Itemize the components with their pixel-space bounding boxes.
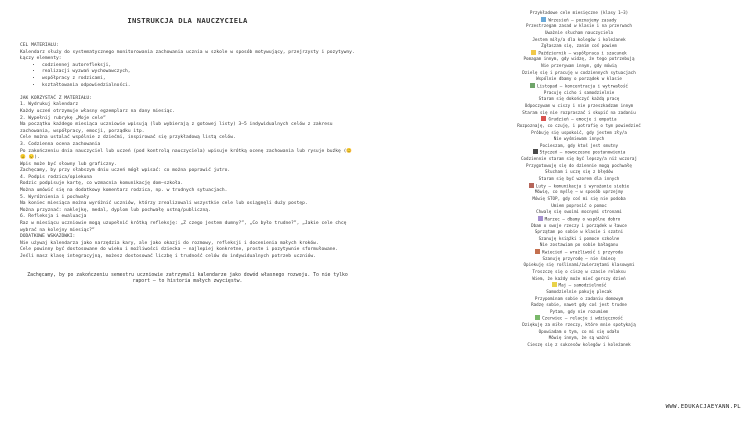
goal-text: Zgłaszam się, zanim coś powiem	[541, 43, 617, 49]
bullet-item: • współpracy z rodzicami,	[42, 76, 355, 83]
intro-section	[20, 43, 355, 63]
instruction-line: 3. Codzienna ocena zachowania	[20, 141, 101, 147]
instruction-line: Wpis może być słowny lub graficzny.	[20, 161, 117, 167]
goal-text: Marzec – dbamy o wspólne dobro	[544, 216, 621, 222]
goal-line	[455, 110, 703, 117]
goal-text: Mówię innym, że są ważni	[548, 335, 610, 341]
goal-line	[455, 236, 703, 243]
instruction-line: 4. Podpis rodzica/opiekuna	[20, 174, 92, 180]
goal-line	[455, 269, 703, 276]
goal-line	[455, 196, 703, 203]
month-heading	[455, 282, 703, 289]
goal-text: Jestem miły/a dla kolegów i koleżanek	[532, 36, 626, 42]
goal-text: Sprzątam po sobie w klasie i szatni	[534, 229, 624, 235]
goal-line	[455, 296, 703, 303]
instruction-line: Można przyznać: naklejkę, medal, dyplom lub pochwałę ustną/publiczną.	[20, 207, 211, 213]
goal-text: Wiem, że każdy może mieć gorszy dzień	[532, 275, 626, 281]
month-heading	[455, 17, 703, 24]
intro-paragraph: Łączy elementy:	[20, 56, 62, 62]
goal-line	[455, 276, 703, 283]
goal-text: Pocieszam, gdy ktoś jest smutny	[539, 142, 619, 148]
goal-text: Listopad – koncentracja i wytrwałość	[537, 83, 628, 89]
goal-text: Opowiadam o tym, co mi się udało	[538, 328, 620, 334]
goal-text: Nie przerywam innym, gdy mówią	[541, 63, 617, 69]
goal-line	[455, 229, 703, 236]
goal-text: Dzielę się i pracuję w codziennych sytuacjach	[522, 69, 636, 75]
instruction-line: Jeśli masz klasę integracyjną, możesz dostosować liczbę i trudność celów do indywidualnych potrzeb uczniów.	[20, 254, 316, 259]
goal-text: Nie wyśmiewam innych	[553, 136, 605, 142]
month-heading	[455, 50, 703, 57]
goal-line	[455, 169, 703, 176]
goal-text: Szanuję przyrodę – nie śmiecę	[542, 255, 616, 261]
intro-paragraph: Kalendarz służy do systematycznego monitorowania zachowania ucznia w szkole w sposób motywujący, przejrzysty i pozytywny.	[20, 49, 355, 55]
bullet-item: • kształtowania odpowiedzialności.	[42, 83, 355, 90]
goal-text: Kwiecień – wrażliwość i przyroda	[542, 249, 623, 255]
goal-line	[455, 289, 703, 296]
goal-line	[455, 76, 703, 83]
elements-list	[20, 63, 355, 89]
goal-line	[455, 10, 703, 17]
instruction-line: Nie używaj kalendarza jako narzędzia kary, ale jako okazji do rozmowy, refleksji i docenienia małych kroków.	[20, 240, 319, 246]
goal-line	[455, 143, 703, 150]
howto-section	[20, 96, 355, 261]
month-heading	[455, 183, 703, 190]
goal-text: Pytam, gdy nie rozumiem	[550, 308, 608, 314]
instruction-line: DODATKOWE WSKAZÓWKI:	[20, 234, 76, 240]
goal-text: Dbam o swoje rzeczy i porządek w ławce	[531, 222, 627, 228]
goal-line	[455, 176, 703, 183]
instruction-column	[20, 16, 355, 286]
instruction-line: 5. Wyróżnienia i pochwały	[20, 194, 90, 200]
goal-text: Próbuję się uspokoić, gdy jestem zły/a	[531, 129, 627, 135]
month-heading	[455, 249, 703, 256]
goal-text: Słucham i uczę się z błędów	[544, 169, 614, 175]
goal-line	[455, 309, 703, 316]
color-square-icon	[531, 50, 536, 55]
sample-goals-column	[455, 10, 703, 349]
color-square-icon	[529, 183, 534, 188]
goal-line	[455, 209, 703, 216]
website-footer: WWW.EDUKACJAEYANN.PL	[665, 404, 741, 410]
goal-line	[455, 70, 703, 77]
goal-text: Przestrzegam zasad w klasie i na przerwach	[526, 23, 632, 29]
goal-text: Pomagam innym, gdy widzę, że tego potrzebują	[523, 56, 635, 62]
goal-line	[455, 156, 703, 163]
instruction-line: Po zakończeniu dnia nauczyciel lub uczeń (pod kontrolą nauczyciela) wpisuje krótką ocenę zachowania lub rysuje buźkę (😊 😐 😟).	[20, 148, 353, 161]
instruction-line: Można umówić się na dodatkowy komentarz rodzica, np. w trudnych sytuacjach.	[20, 188, 228, 194]
goal-text: Staram się nie rozpraszać i skupić na zadaniu	[522, 109, 636, 115]
instruction-line: Na początku każdego miesiąca uczniowie wpisują (lub wybierają z gotowej listy) 3–5 indywidualnych celów z zakresu zachowania, współpracy, emocji, porządku itp.	[20, 122, 333, 134]
goal-line	[455, 342, 703, 349]
goal-text: Styczeń – nowoczesne postanowienia	[539, 149, 626, 155]
goal-line	[455, 335, 703, 342]
goal-line	[455, 256, 703, 263]
color-square-icon	[538, 216, 543, 221]
goal-text: Szanuję książki i pomoce szkolne	[538, 235, 620, 241]
goal-text: Wrzesień – poznajemy zasady	[548, 17, 617, 23]
goal-text: Odpoczywam w ciszy i nie przeszkadzam innym	[524, 102, 634, 108]
goal-text: Przykładowe cele miesięczne (klasy 1–3)	[529, 10, 629, 15]
goal-text: Radzę sobie, nawet gdy coś jest trudne	[531, 302, 627, 308]
month-heading	[455, 149, 703, 156]
goal-line	[455, 43, 703, 50]
goal-line	[455, 123, 703, 130]
instruction-line: Rodzic podpisuje kartę, co wzmacnia komunikację dom–szkoła.	[20, 181, 184, 187]
goal-line	[455, 56, 703, 63]
goal-line	[455, 163, 703, 170]
color-square-icon	[535, 249, 540, 254]
goal-text: Czerwiec – relacje i wdzięczność	[542, 315, 623, 321]
goal-text: Umiem poprosić o pomoc	[551, 202, 607, 208]
goal-line	[455, 23, 703, 30]
instruction-line: Raz w miesiącu uczniowie mogą uzupełnić krótką refleksję: „Z czego jestem dumny?”, „Co było trudne?”, „Jakie cele chcę wybrać na kolejny miesiąc?”	[20, 221, 347, 233]
month-heading	[455, 116, 703, 123]
goal-text: Samodzielnie pakuję plecak	[546, 288, 612, 294]
page-title: INSTRUKCJA DLA NAUCZYCIELA	[127, 16, 248, 25]
closing-note: Zachęcamy, by po zakończeniu semestru uczniowie zatrzymali kalendarze jako dowód własnego rozwoju. To nie tylko raport – to historia małych zwycięstw.	[27, 272, 348, 285]
goal-text: Staram się być wzorem dla innych	[538, 176, 620, 182]
instruction-line: Zachęcamy, by przy słabszym dniu uczeń mógł wpisać: co można poprawić jutro.	[20, 168, 231, 174]
goal-text: Przypominam sobie o zadaniu domowym	[534, 295, 624, 301]
month-heading	[455, 315, 703, 322]
color-square-icon	[533, 149, 538, 154]
goal-text: Luty – komunikacja i wyrażanie siebie	[535, 183, 630, 189]
color-square-icon	[530, 83, 535, 88]
color-square-icon	[535, 315, 540, 320]
goal-line	[455, 96, 703, 103]
goal-line	[455, 130, 703, 137]
goal-text: Rozpoznaję, co czuję, i potrafię o tym powiedzieć	[517, 122, 641, 128]
color-square-icon	[541, 17, 546, 22]
goal-line	[455, 322, 703, 329]
goal-line	[455, 189, 703, 196]
instruction-line: Na koniec miesiąca można wyróżnić uczniów, którzy zrealizowali wszystkie cele lub osiągnęli duży postęp.	[20, 201, 308, 207]
goal-text: Cieszę się z sukcesów kolegów i koleżanek	[527, 342, 631, 348]
instruction-line: 6. Refleksja i ewaluacja	[20, 214, 87, 220]
instruction-line: Każdy uczeń otrzymuje własny egzemplarz na dany miesiąc.	[20, 108, 175, 114]
goal-text: Staram się dokończyć każdą pracę	[538, 96, 620, 102]
goal-text: Troszczę się o ciszę w czasie relaksu	[532, 268, 626, 274]
goal-text: Chwalę się swoimi mocnymi stronami	[536, 209, 622, 215]
goal-line	[455, 30, 703, 37]
goal-line	[455, 136, 703, 143]
goal-text: Codziennie staram się być lepszy/a niż wczoraj	[521, 156, 637, 162]
instruction-line: Cele powinny być dostosowane do wieku i możliwości dziecka – najlepiej konkretne, proste i pozytywnie sformułowane.	[20, 247, 339, 253]
intro-paragraph: CEL MATERIAŁU:	[20, 43, 59, 48]
month-heading	[455, 83, 703, 90]
month-heading	[455, 216, 703, 223]
goal-text: Opiekuję się roślinami/zwierzętami klasowymi	[523, 262, 635, 268]
color-square-icon	[541, 116, 546, 121]
goal-line	[455, 223, 703, 230]
color-square-icon	[552, 282, 557, 287]
goal-line	[455, 37, 703, 44]
goal-line	[455, 90, 703, 97]
goal-text: Dziękuję za miłe rzeczy, które mnie spotykają	[522, 322, 636, 328]
goal-line	[455, 242, 703, 249]
goal-line	[455, 63, 703, 70]
goal-text: Październik – współpraca i szacunek	[538, 50, 627, 56]
goal-text: Nie zostawiam po sobie bałaganu	[539, 242, 619, 248]
instruction-line: JAK KORZYSTAĆ Z MATERIAŁU:	[20, 95, 92, 101]
goal-text: Mówię, co myślę – w sposób uprzejmy	[534, 189, 624, 195]
goal-line	[455, 203, 703, 210]
goal-text: Wspólnie dbamy o porządek w klasie	[536, 76, 622, 82]
goal-line	[455, 302, 703, 309]
goal-line	[455, 103, 703, 110]
instruction-line: 2. Wypełnij rubrykę „Moje cele”	[20, 115, 106, 121]
goal-text: Pracuję cicho i samodzielnie	[543, 89, 615, 95]
bullet-item: • realizacji wyzwań wychowawczych,	[42, 69, 355, 76]
goal-text: Mówię STOP, gdy coś mi się nie podoba	[532, 195, 626, 201]
instruction-line: 1. Wydrukuj kalendarz	[20, 102, 79, 108]
goal-text: Uważnie słucham nauczyciela	[544, 29, 614, 35]
goal-line	[455, 329, 703, 336]
goal-text: Przygotowuję się do dziennie mogą pochwałę	[526, 162, 632, 168]
instruction-line: Cele można ustalać wspólnie z dziećmi, inspirować się przykładową listą celów.	[20, 135, 236, 141]
goal-text: Maj – samodzielność	[558, 282, 607, 288]
bullet-item: • codziennej autorefleksji,	[42, 63, 355, 70]
goal-line	[455, 262, 703, 269]
goal-text: Grudzień – emocje i empatia	[548, 116, 617, 122]
